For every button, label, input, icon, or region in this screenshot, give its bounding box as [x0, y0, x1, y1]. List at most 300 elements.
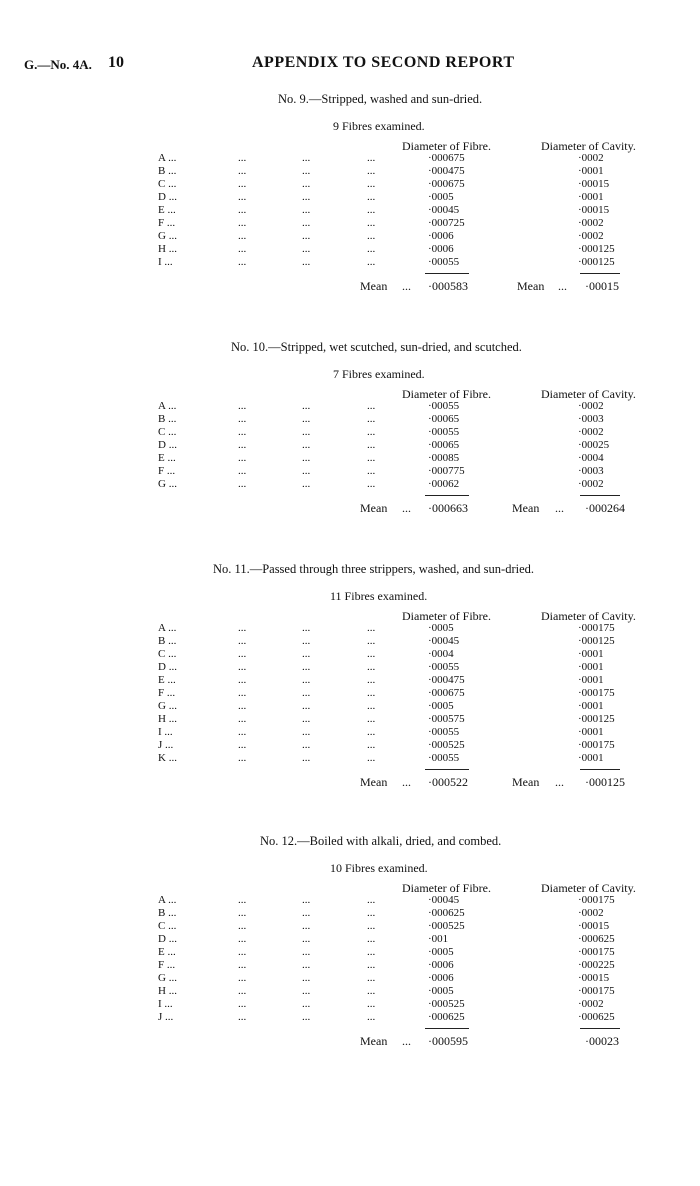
fibre-diameter: ·00085 — [428, 452, 460, 464]
leader-dots: ... — [238, 959, 247, 971]
leader-dots: ... — [238, 661, 247, 673]
fibre-diameter: ·001 — [428, 933, 449, 945]
mean-label: Mean — [512, 775, 540, 789]
mean-cavity: ·000125 — [585, 775, 625, 789]
leader-dots: ... — [302, 465, 311, 477]
table-row — [0, 178, 700, 191]
leader-dots: ... — [367, 439, 376, 451]
fibre-diameter: ·000525 — [428, 998, 465, 1010]
leader-dots: ... — [555, 775, 564, 789]
cavity-diameter: ·00015 — [578, 204, 610, 216]
leader-dots: ... — [302, 700, 311, 712]
row-label: B ... — [158, 413, 177, 425]
fibres-examined: 10 Fibres examined. — [330, 861, 428, 875]
fibre-diameter: ·000475 — [428, 165, 465, 177]
leader-dots: ... — [238, 1011, 247, 1023]
fibre-sum-rule — [425, 273, 469, 274]
section-title: No. 10.—Stripped, wet scutched, sun-dried, and scutched. — [231, 340, 522, 354]
leader-dots: ... — [302, 661, 311, 673]
mean-cavity: ·00015 — [585, 279, 619, 293]
leader-dots: ... — [302, 178, 311, 190]
leader-dots: ... — [238, 635, 247, 647]
fibre-column-header: Diameter of Fibre. — [402, 139, 491, 153]
leader-dots: ... — [402, 1034, 411, 1048]
fibre-diameter: ·000575 — [428, 713, 465, 725]
row-label: D ... — [158, 439, 177, 451]
row-label: A ... — [158, 622, 177, 634]
leader-dots: ... — [302, 1011, 311, 1023]
leader-dots: ... — [238, 726, 247, 738]
cavity-diameter: ·0002 — [578, 426, 604, 438]
leader-dots: ... — [367, 452, 376, 464]
row-label: H ... — [158, 985, 177, 997]
leader-dots: ... — [238, 972, 247, 984]
cavity-diameter: ·0001 — [578, 165, 604, 177]
fibre-diameter: ·000725 — [428, 217, 465, 229]
leader-dots: ... — [238, 178, 247, 190]
leader-dots: ... — [367, 700, 376, 712]
leader-dots: ... — [238, 230, 247, 242]
leader-dots: ... — [402, 501, 411, 515]
leader-dots: ... — [238, 465, 247, 477]
section-title: No. 12.—Boiled with alkali, dried, and combed. — [260, 834, 502, 848]
cavity-diameter: ·0001 — [578, 191, 604, 203]
table-row — [0, 726, 700, 739]
row-label: I ... — [158, 256, 173, 268]
leader-dots: ... — [238, 622, 247, 634]
table-row — [0, 959, 700, 972]
leader-dots: ... — [302, 413, 311, 425]
leader-dots: ... — [302, 894, 311, 906]
cavity-diameter: ·0002 — [578, 152, 604, 164]
row-label: A ... — [158, 152, 177, 164]
table-row — [0, 998, 700, 1011]
leader-dots: ... — [302, 933, 311, 945]
leader-dots: ... — [238, 687, 247, 699]
fibre-diameter: ·000625 — [428, 907, 465, 919]
row-label: G ... — [158, 230, 177, 242]
fibres-examined: 7 Fibres examined. — [333, 367, 425, 381]
leader-dots: ... — [238, 985, 247, 997]
table-row — [0, 400, 700, 413]
row-label: D ... — [158, 933, 177, 945]
table-row — [0, 674, 700, 687]
fibre-diameter: ·00065 — [428, 439, 460, 451]
table-row — [0, 426, 700, 439]
leader-dots: ... — [367, 972, 376, 984]
leader-dots: ... — [302, 622, 311, 634]
mean-label: Mean — [360, 501, 388, 515]
table-row — [0, 413, 700, 426]
leader-dots: ... — [238, 946, 247, 958]
cavity-sum-rule — [580, 769, 620, 770]
row-label: E ... — [158, 674, 176, 686]
mean-fibre: ·000663 — [428, 501, 468, 515]
cavity-diameter: ·000175 — [578, 622, 615, 634]
fibres-examined: 11 Fibres examined. — [330, 589, 428, 603]
row-label: C ... — [158, 426, 177, 438]
cavity-diameter: ·000625 — [578, 1011, 615, 1023]
fibre-diameter: ·00055 — [428, 426, 460, 438]
leader-dots: ... — [367, 907, 376, 919]
leader-dots: ... — [238, 478, 247, 490]
leader-dots: ... — [238, 700, 247, 712]
fibre-diameter: ·000475 — [428, 674, 465, 686]
report-code: G.—No. 4A. — [24, 57, 92, 72]
leader-dots: ... — [367, 635, 376, 647]
leader-dots: ... — [367, 1011, 376, 1023]
leader-dots: ... — [367, 243, 376, 255]
leader-dots: ... — [238, 894, 247, 906]
row-label: G ... — [158, 478, 177, 490]
cavity-diameter: ·00015 — [578, 972, 610, 984]
leader-dots: ... — [238, 713, 247, 725]
cavity-diameter: ·0001 — [578, 674, 604, 686]
row-label: F ... — [158, 687, 176, 699]
table-row — [0, 204, 700, 217]
leader-dots: ... — [238, 907, 247, 919]
fibre-diameter: ·0005 — [428, 946, 454, 958]
fibre-diameter: ·0005 — [428, 985, 454, 997]
mean-fibre: ·000595 — [428, 1034, 468, 1048]
row-label: E ... — [158, 204, 176, 216]
fibre-diameter: ·000525 — [428, 920, 465, 932]
leader-dots: ... — [238, 217, 247, 229]
cavity-diameter: ·0001 — [578, 661, 604, 673]
leader-dots: ... — [302, 400, 311, 412]
table-row — [0, 256, 700, 269]
fibre-sum-rule — [425, 1028, 469, 1029]
cavity-diameter: ·000175 — [578, 946, 615, 958]
row-label: C ... — [158, 920, 177, 932]
leader-dots: ... — [302, 165, 311, 177]
table-row — [0, 752, 700, 765]
table-row — [0, 700, 700, 713]
leader-dots: ... — [238, 152, 247, 164]
table-row — [0, 687, 700, 700]
fibre-column-header: Diameter of Fibre. — [402, 609, 491, 623]
leader-dots: ... — [402, 775, 411, 789]
leader-dots: ... — [367, 920, 376, 932]
leader-dots: ... — [302, 217, 311, 229]
row-label: F ... — [158, 217, 176, 229]
row-label: A ... — [158, 400, 177, 412]
fibre-diameter: ·00065 — [428, 413, 460, 425]
fibre-diameter: ·0005 — [428, 622, 454, 634]
table-row — [0, 622, 700, 635]
fibre-diameter: ·00055 — [428, 726, 460, 738]
mean-label: Mean — [360, 279, 388, 293]
fibre-diameter: ·00055 — [428, 400, 460, 412]
leader-dots: ... — [238, 439, 247, 451]
leader-dots: ... — [302, 752, 311, 764]
leader-dots: ... — [367, 400, 376, 412]
leader-dots: ... — [302, 635, 311, 647]
section-title: No. 11.—Passed through three strippers, washed, and sun-dried. — [213, 562, 535, 576]
fibre-diameter: ·0006 — [428, 243, 454, 255]
row-label: B ... — [158, 907, 177, 919]
cavity-diameter: ·00025 — [578, 439, 610, 451]
cavity-diameter: ·0003 — [578, 465, 604, 477]
leader-dots: ... — [238, 426, 247, 438]
leader-dots: ... — [238, 933, 247, 945]
cavity-diameter: ·00015 — [578, 920, 610, 932]
leader-dots: ... — [367, 152, 376, 164]
fibre-diameter: ·0006 — [428, 972, 454, 984]
table-row — [0, 661, 700, 674]
row-label: I ... — [158, 726, 173, 738]
cavity-diameter: ·00015 — [578, 178, 610, 190]
mean-label: Mean — [512, 501, 540, 515]
cavity-diameter: ·000125 — [578, 256, 615, 268]
cavity-column-header: Diameter of Cavity. — [541, 609, 636, 623]
leader-dots: ... — [402, 279, 411, 293]
cavity-diameter: ·000175 — [578, 894, 615, 906]
row-label: F ... — [158, 465, 176, 477]
fibre-diameter: ·00062 — [428, 478, 460, 490]
mean-label: Mean — [360, 1034, 388, 1048]
table-row — [0, 972, 700, 985]
fibre-column-header: Diameter of Fibre. — [402, 881, 491, 895]
leader-dots: ... — [238, 191, 247, 203]
row-label: J ... — [158, 739, 174, 751]
leader-dots: ... — [238, 243, 247, 255]
leader-dots: ... — [367, 726, 376, 738]
cavity-column-header: Diameter of Cavity. — [541, 139, 636, 153]
leader-dots: ... — [367, 191, 376, 203]
row-label: G ... — [158, 700, 177, 712]
cavity-diameter: ·0002 — [578, 478, 604, 490]
section-title: No. 9.—Stripped, washed and sun-dried. — [278, 92, 483, 106]
fibre-diameter: ·0006 — [428, 959, 454, 971]
cavity-diameter: ·000625 — [578, 933, 615, 945]
leader-dots: ... — [367, 674, 376, 686]
leader-dots: ... — [367, 426, 376, 438]
table-row — [0, 452, 700, 465]
fibres-examined: 9 Fibres examined. — [333, 119, 425, 133]
leader-dots: ... — [238, 920, 247, 932]
cavity-diameter: ·0003 — [578, 413, 604, 425]
cavity-diameter: ·0002 — [578, 217, 604, 229]
leader-dots: ... — [367, 217, 376, 229]
row-label: J ... — [158, 1011, 174, 1023]
fibre-diameter: ·0004 — [428, 648, 454, 660]
fibre-diameter: ·00045 — [428, 204, 460, 216]
cavity-diameter: ·000125 — [578, 243, 615, 255]
row-label: H ... — [158, 713, 177, 725]
row-label: A ... — [158, 894, 177, 906]
leader-dots: ... — [367, 165, 376, 177]
leader-dots: ... — [302, 204, 311, 216]
table-row — [0, 1011, 700, 1024]
leader-dots: ... — [367, 465, 376, 477]
leader-dots: ... — [367, 204, 376, 216]
fibre-column-header: Diameter of Fibre. — [402, 387, 491, 401]
leader-dots: ... — [367, 661, 376, 673]
leader-dots: ... — [367, 985, 376, 997]
leader-dots: ... — [302, 426, 311, 438]
row-label: C ... — [158, 648, 177, 660]
row-label: E ... — [158, 452, 176, 464]
fibre-diameter: ·000675 — [428, 152, 465, 164]
leader-dots: ... — [367, 478, 376, 490]
fibre-diameter: ·0005 — [428, 700, 454, 712]
row-label: K ... — [158, 752, 177, 764]
leader-dots: ... — [302, 674, 311, 686]
cavity-diameter: ·0002 — [578, 907, 604, 919]
leader-dots: ... — [302, 998, 311, 1010]
table-row — [0, 191, 700, 204]
table-row — [0, 230, 700, 243]
table-row — [0, 739, 700, 752]
row-label: E ... — [158, 946, 176, 958]
table-row — [0, 152, 700, 165]
leader-dots: ... — [302, 739, 311, 751]
mean-cavity: ·000264 — [585, 501, 625, 515]
leader-dots: ... — [302, 648, 311, 660]
leader-dots: ... — [302, 985, 311, 997]
page-number: 10 — [108, 54, 124, 71]
cavity-diameter: ·0001 — [578, 648, 604, 660]
row-label: D ... — [158, 661, 177, 673]
page-title: APPENDIX TO SECOND REPORT — [252, 54, 515, 71]
leader-dots: ... — [302, 920, 311, 932]
leader-dots: ... — [367, 256, 376, 268]
leader-dots: ... — [302, 946, 311, 958]
cavity-diameter: ·0002 — [578, 400, 604, 412]
fibre-diameter: ·000675 — [428, 178, 465, 190]
leader-dots: ... — [302, 152, 311, 164]
fibre-diameter: ·00045 — [428, 635, 460, 647]
cavity-diameter: ·0001 — [578, 726, 604, 738]
leader-dots: ... — [238, 648, 247, 660]
row-label: I ... — [158, 998, 173, 1010]
leader-dots: ... — [367, 648, 376, 660]
leader-dots: ... — [302, 191, 311, 203]
mean-label: Mean — [517, 279, 545, 293]
leader-dots: ... — [367, 178, 376, 190]
row-label: B ... — [158, 635, 177, 647]
cavity-diameter: ·000175 — [578, 985, 615, 997]
leader-dots: ... — [238, 413, 247, 425]
row-label: C ... — [158, 178, 177, 190]
cavity-diameter: ·0004 — [578, 452, 604, 464]
table-row — [0, 946, 700, 959]
cavity-column-header: Diameter of Cavity. — [541, 881, 636, 895]
mean-fibre: ·000583 — [428, 279, 468, 293]
table-row — [0, 985, 700, 998]
row-label: B ... — [158, 165, 177, 177]
table-row — [0, 243, 700, 256]
fibre-diameter: ·000775 — [428, 465, 465, 477]
table-row — [0, 439, 700, 452]
leader-dots: ... — [302, 972, 311, 984]
leader-dots: ... — [302, 687, 311, 699]
leader-dots: ... — [367, 739, 376, 751]
leader-dots: ... — [367, 230, 376, 242]
table-row — [0, 920, 700, 933]
leader-dots: ... — [302, 452, 311, 464]
cavity-diameter: ·0001 — [578, 752, 604, 764]
table-row — [0, 907, 700, 920]
table-row — [0, 478, 700, 491]
leader-dots: ... — [367, 959, 376, 971]
leader-dots: ... — [555, 501, 564, 515]
leader-dots: ... — [302, 439, 311, 451]
fibre-sum-rule — [425, 495, 469, 496]
fibre-diameter: ·00055 — [428, 256, 460, 268]
fibre-diameter: ·00055 — [428, 752, 460, 764]
leader-dots: ... — [367, 998, 376, 1010]
leader-dots: ... — [238, 752, 247, 764]
leader-dots: ... — [302, 959, 311, 971]
leader-dots: ... — [302, 243, 311, 255]
mean-label: Mean — [360, 775, 388, 789]
fibre-diameter: ·00055 — [428, 661, 460, 673]
table-row — [0, 648, 700, 661]
fibre-diameter: ·000675 — [428, 687, 465, 699]
cavity-diameter: ·0002 — [578, 998, 604, 1010]
mean-cavity: ·00023 — [585, 1034, 619, 1048]
table-row — [0, 894, 700, 907]
fibre-sum-rule — [425, 769, 469, 770]
cavity-diameter: ·000225 — [578, 959, 615, 971]
leader-dots: ... — [302, 713, 311, 725]
cavity-diameter: ·0001 — [578, 700, 604, 712]
leader-dots: ... — [238, 998, 247, 1010]
leader-dots: ... — [367, 622, 376, 634]
cavity-diameter: ·000125 — [578, 713, 615, 725]
mean-fibre: ·000522 — [428, 775, 468, 789]
table-row — [0, 933, 700, 946]
table-row — [0, 713, 700, 726]
table-row — [0, 217, 700, 230]
leader-dots: ... — [302, 478, 311, 490]
cavity-sum-rule — [580, 273, 620, 274]
fibre-diameter: ·000625 — [428, 1011, 465, 1023]
row-label: G ... — [158, 972, 177, 984]
cavity-column-header: Diameter of Cavity. — [541, 387, 636, 401]
cavity-sum-rule — [580, 495, 620, 496]
cavity-diameter: ·000175 — [578, 687, 615, 699]
row-label: D ... — [158, 191, 177, 203]
leader-dots: ... — [367, 933, 376, 945]
leader-dots: ... — [302, 230, 311, 242]
cavity-diameter: ·000125 — [578, 635, 615, 647]
leader-dots: ... — [302, 256, 311, 268]
leader-dots: ... — [367, 894, 376, 906]
cavity-diameter: ·0002 — [578, 230, 604, 242]
leader-dots: ... — [238, 400, 247, 412]
leader-dots: ... — [367, 687, 376, 699]
leader-dots: ... — [238, 674, 247, 686]
cavity-sum-rule — [580, 1028, 620, 1029]
leader-dots: ... — [302, 726, 311, 738]
fibre-diameter: ·00045 — [428, 894, 460, 906]
leader-dots: ... — [302, 907, 311, 919]
fibre-diameter: ·0006 — [428, 230, 454, 242]
leader-dots: ... — [238, 165, 247, 177]
fibre-diameter: ·000525 — [428, 739, 465, 751]
leader-dots: ... — [238, 452, 247, 464]
leader-dots: ... — [558, 279, 567, 293]
cavity-diameter: ·000175 — [578, 739, 615, 751]
leader-dots: ... — [238, 204, 247, 216]
leader-dots: ... — [367, 946, 376, 958]
leader-dots: ... — [367, 413, 376, 425]
table-row — [0, 635, 700, 648]
leader-dots: ... — [367, 713, 376, 725]
